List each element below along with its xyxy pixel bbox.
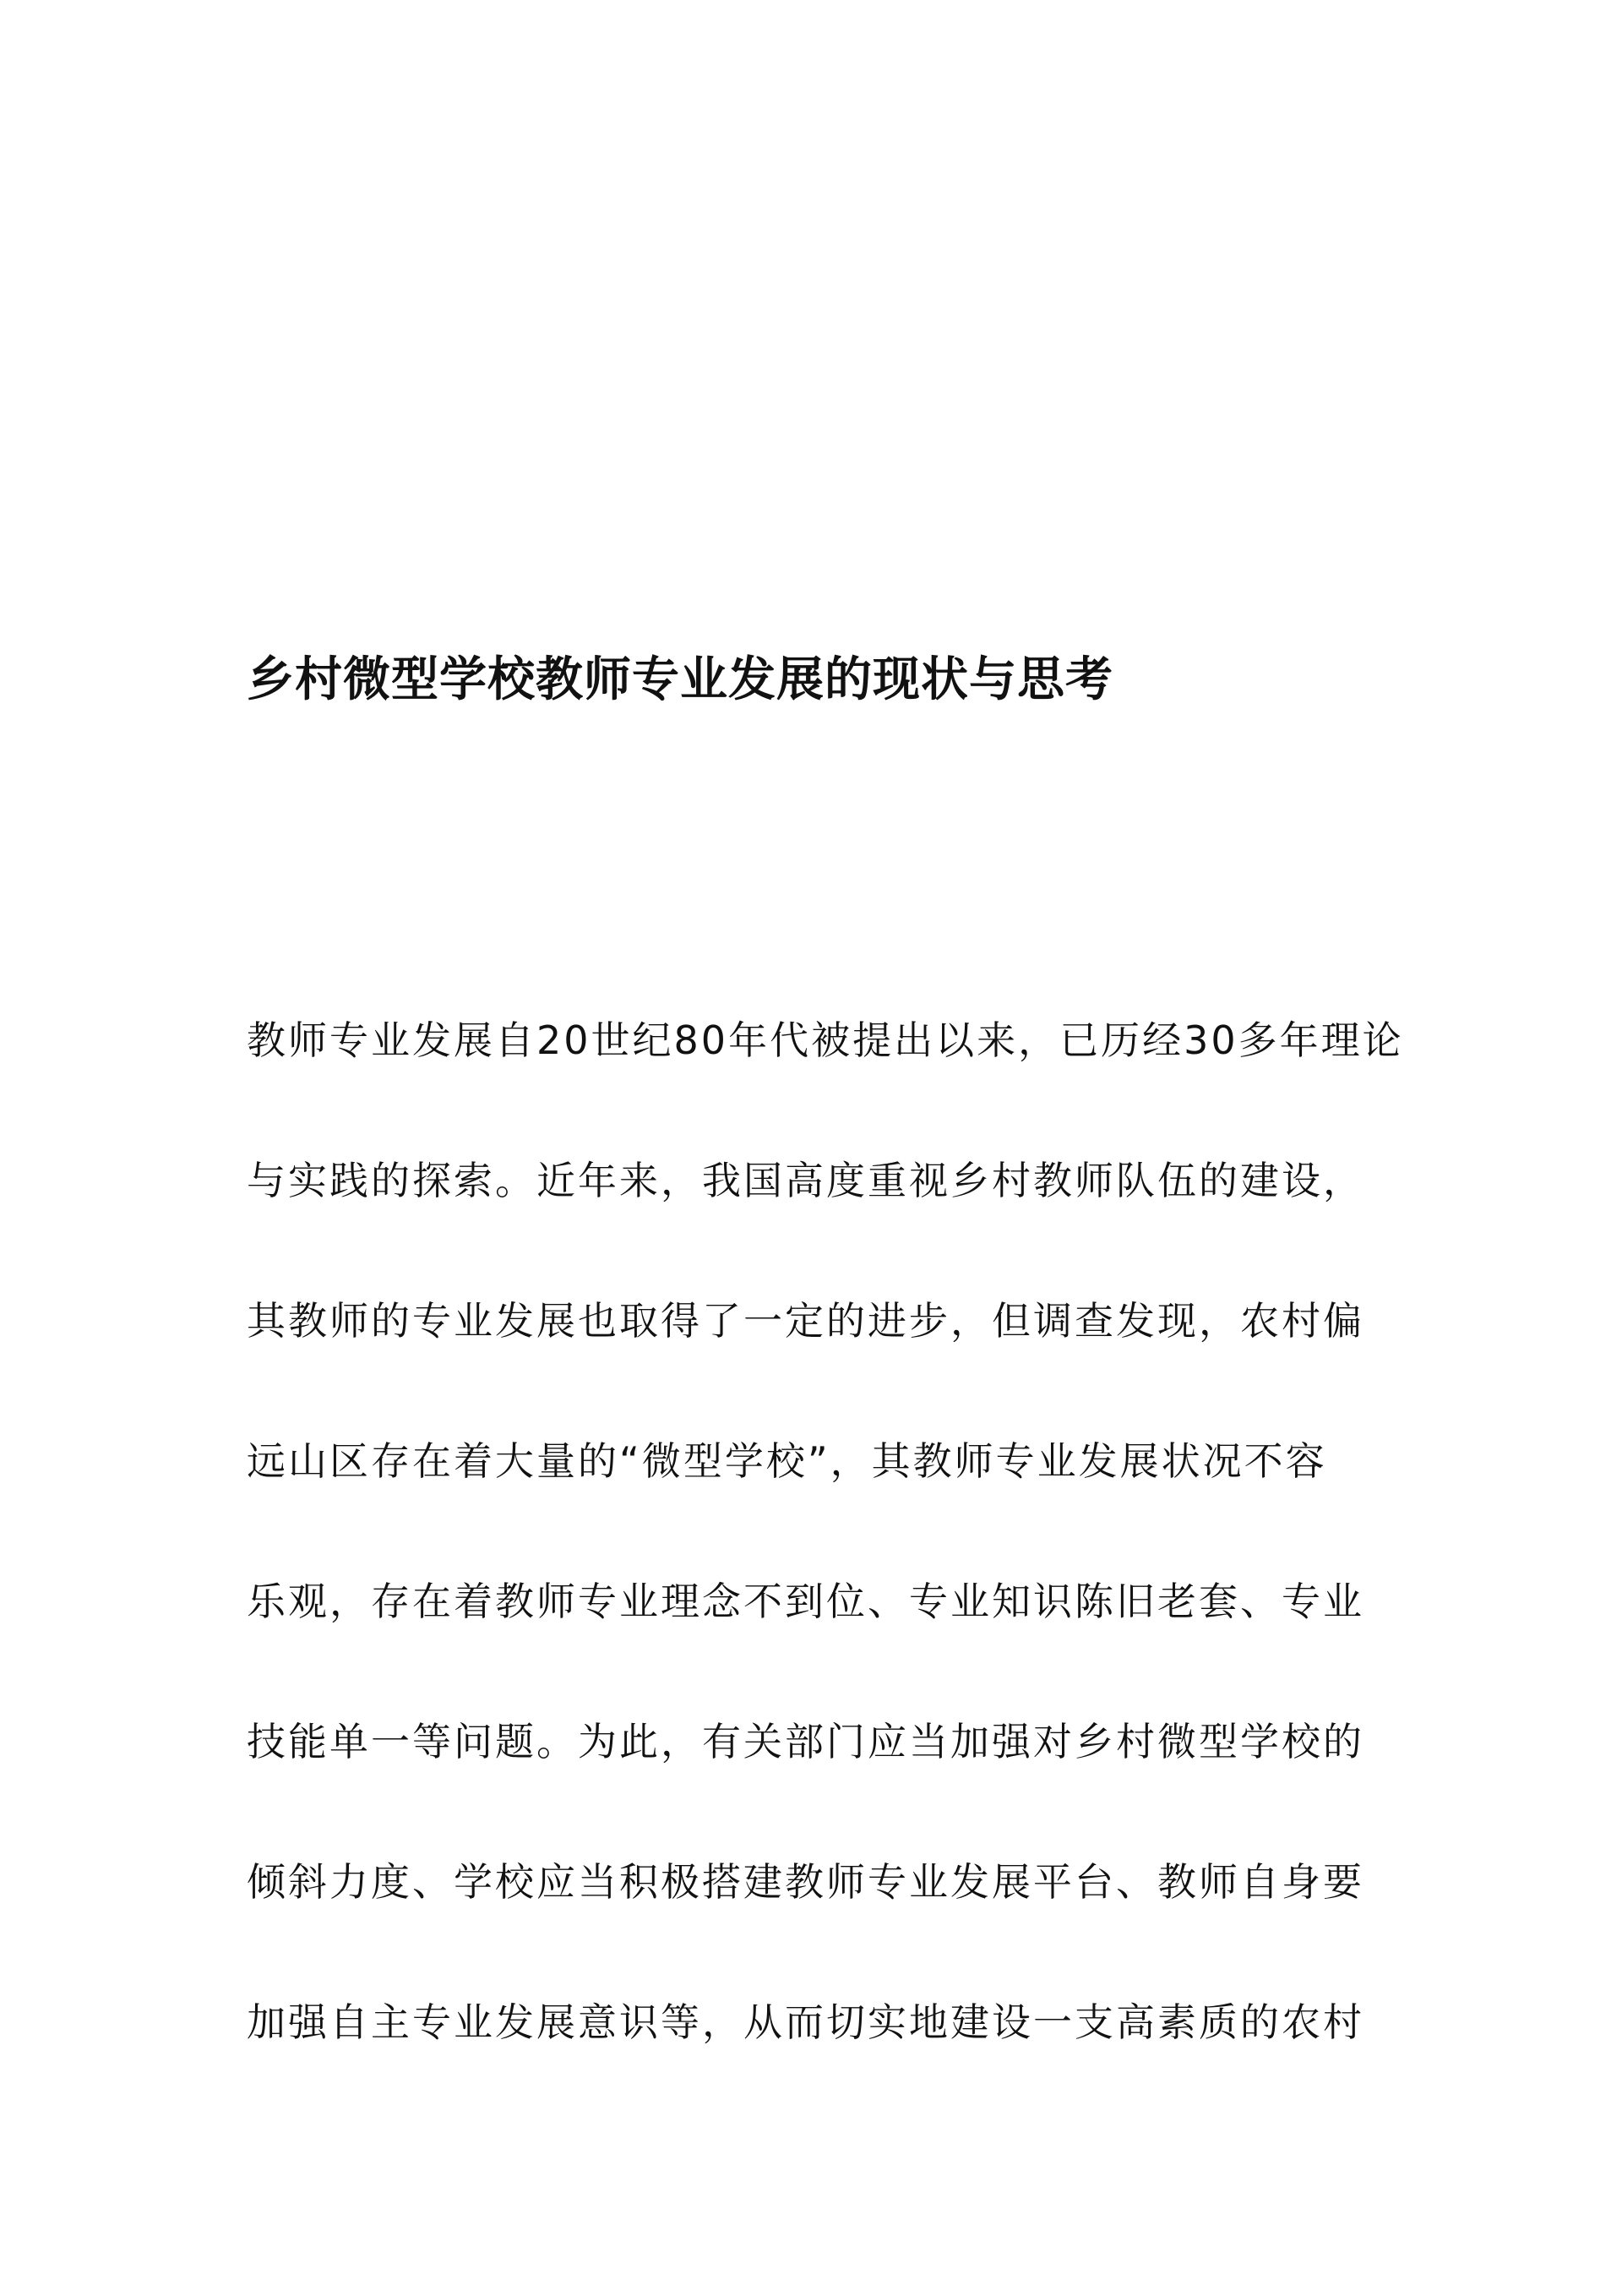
body-line: 倾斜力度、学校应当积极搭建教师专业发展平台、教师自身要 bbox=[247, 1859, 1364, 1905]
body-line: 加强自主专业发展意识等，从而切实地建设一支高素质的农村 bbox=[247, 1999, 1364, 2045]
document-title: 乡村微型学校教师专业发展的现状与思考 bbox=[247, 652, 1113, 707]
body-line: 技能单一等问题。为此，有关部门应当加强对乡村微型学校的 bbox=[247, 1719, 1364, 1764]
body-line: 与实践的探索。近年来，我国高度重视乡村教师队伍的建设， bbox=[247, 1158, 1364, 1203]
body-line: 教师专业发展自20世纪80年代被提出以来，已历经30多年理论 bbox=[247, 1017, 1404, 1063]
body-line: 乐观，存在着教师专业理念不到位、专业知识陈旧老套、专业 bbox=[247, 1579, 1364, 1624]
body-line: 其教师的专业发展也取得了一定的进步，但调查发现，农村偏 bbox=[247, 1298, 1364, 1344]
body-paragraph bbox=[247, 1012, 1404, 2135]
body-line: 远山区存在着大量的“微型学校”，其教师专业发展状况不容 bbox=[247, 1438, 1327, 1484]
